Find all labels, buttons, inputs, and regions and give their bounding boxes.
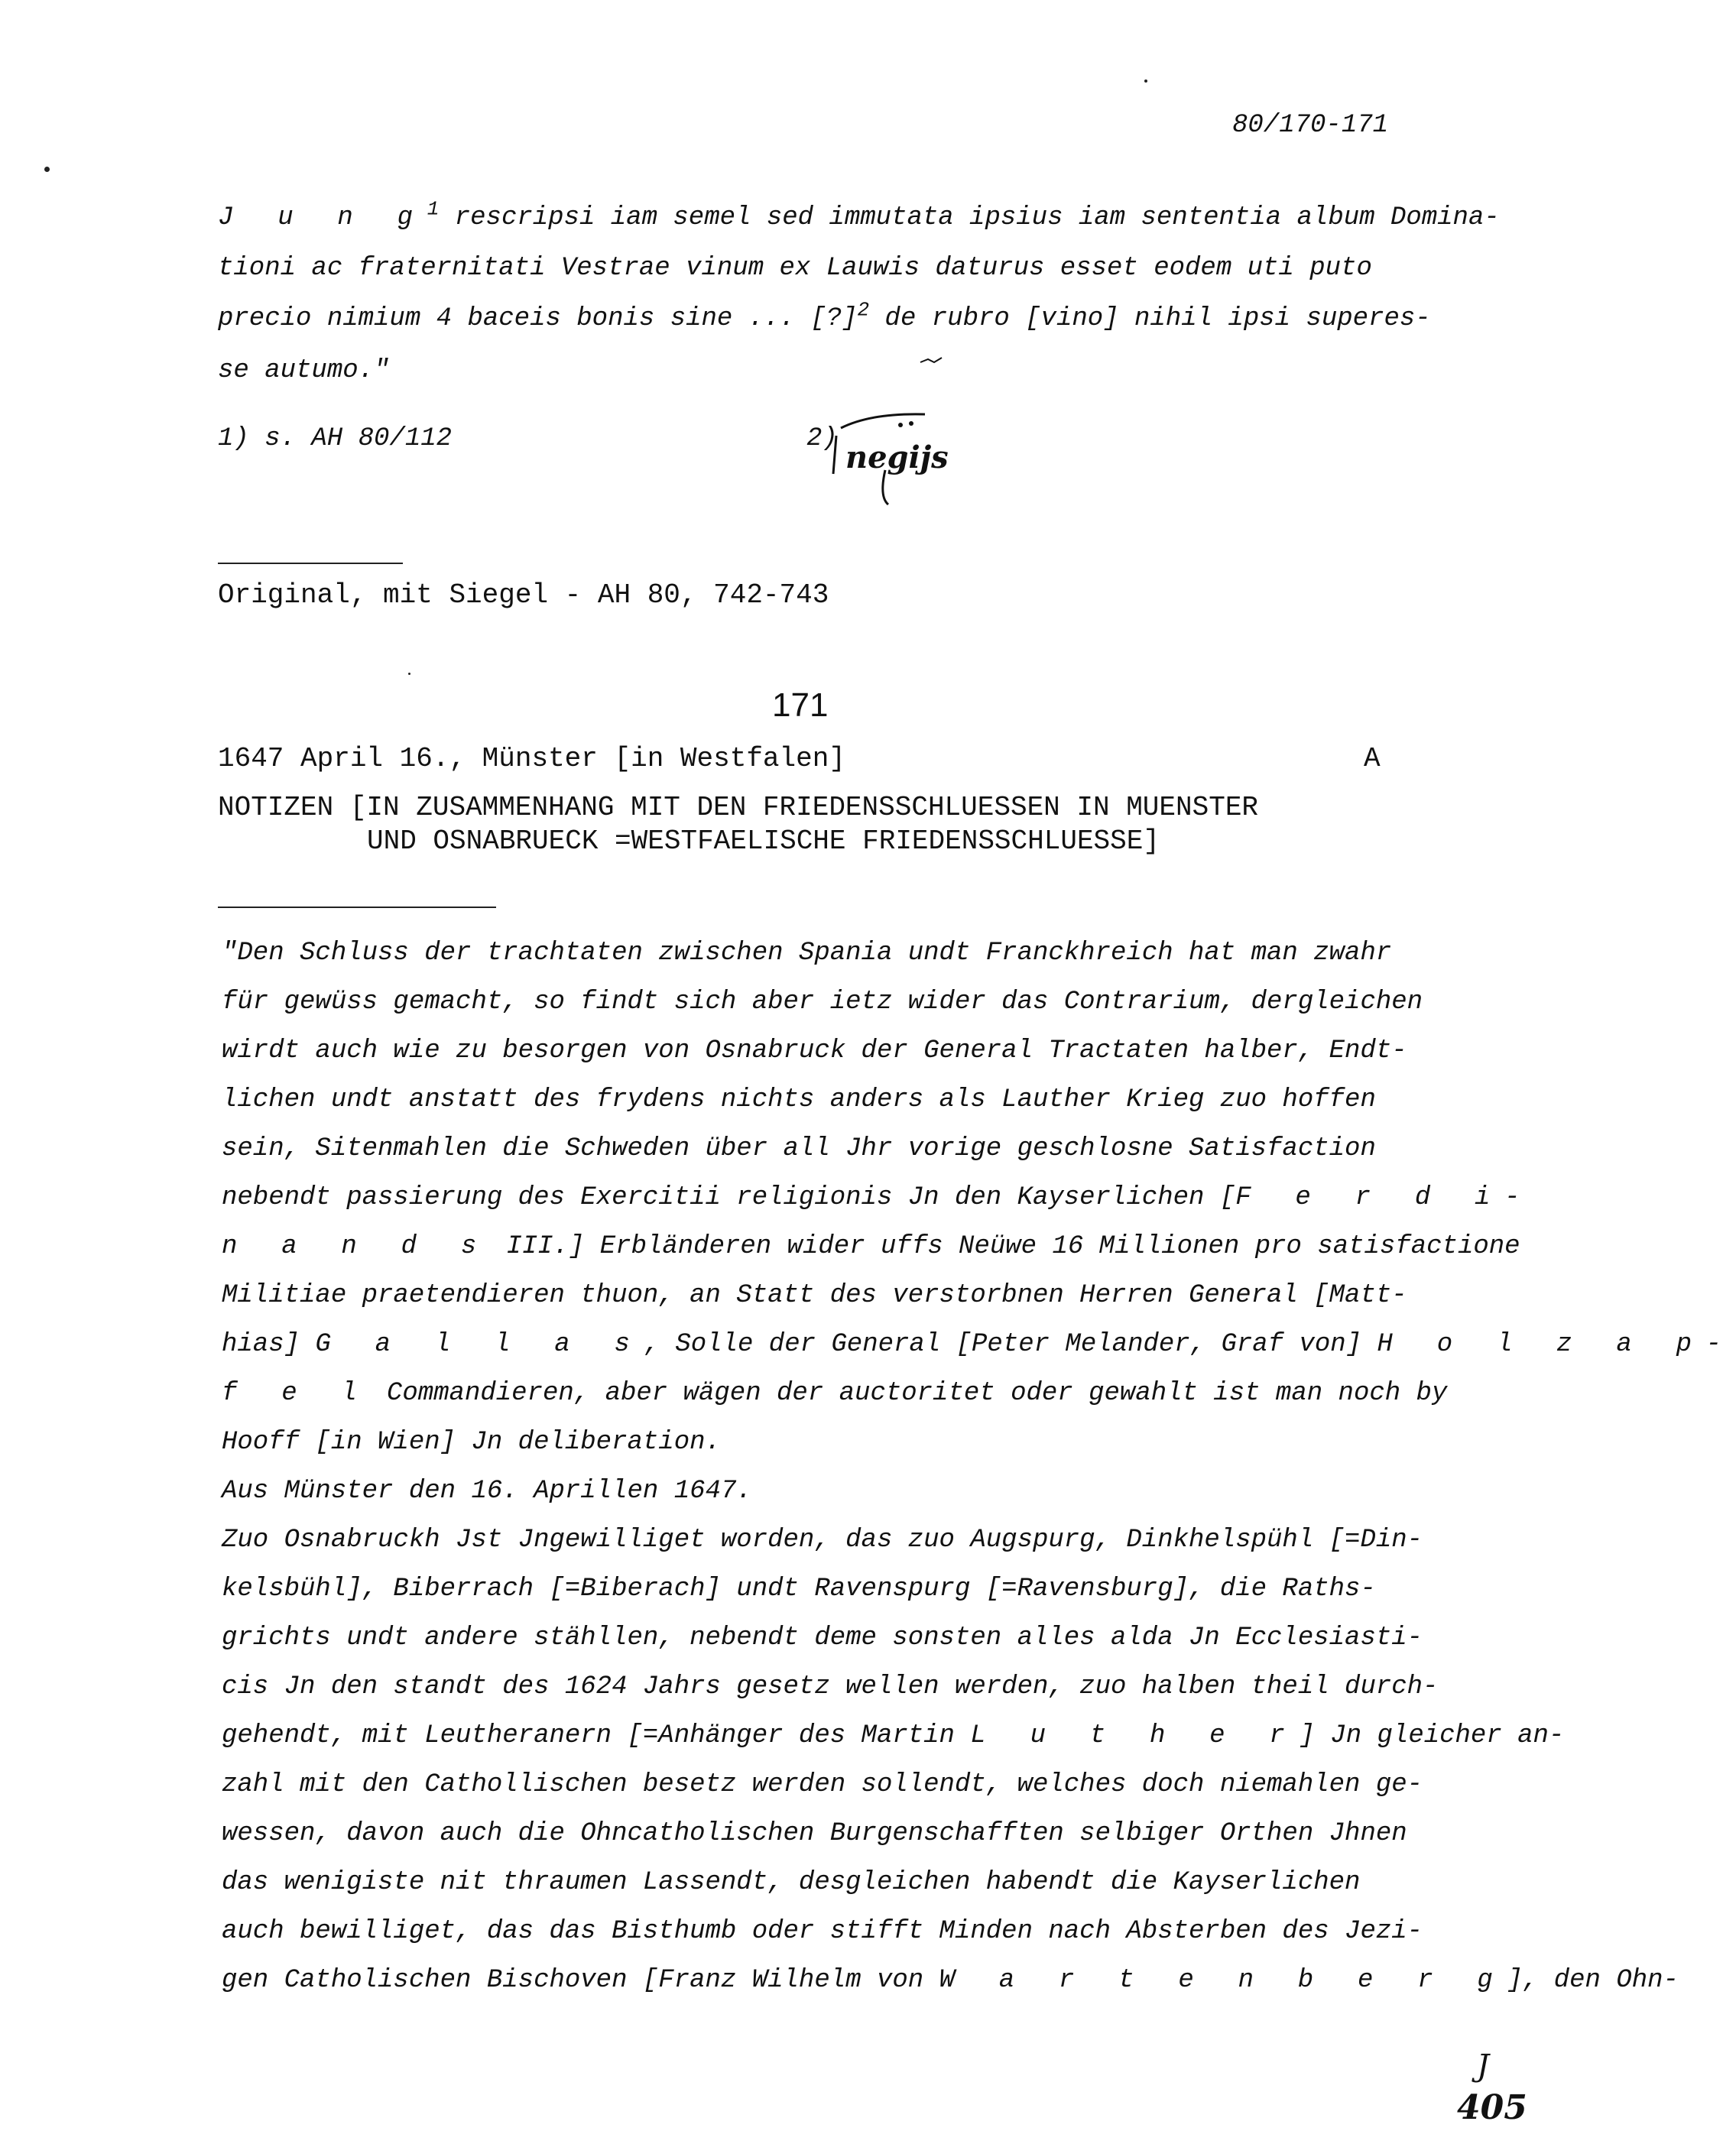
scan-speck xyxy=(1144,79,1147,83)
body-line: wessen, davon auch die Ohncatholischen Burgenschafften selbiger Orthen Jhnen xyxy=(222,1819,1407,1848)
body-text: III.] Erbländeren wider uffs Neüwe 16 Millionen pro satisfactione xyxy=(490,1232,1520,1261)
body-line: für gewüss gemacht, so findt sich aber ietz wider das Contrarium, dergleichen xyxy=(222,988,1423,1017)
document-marker: A xyxy=(1364,743,1381,774)
body-text: , Solle der General [Peter Melander, Graf von] xyxy=(644,1330,1377,1359)
person-name: n a n d s xyxy=(222,1232,491,1261)
body-line: grichts undt andere stähllen, nebendt deme sonsten alles alda Jn Ecclesiasti- xyxy=(222,1623,1423,1653)
body-line xyxy=(222,1379,1447,1408)
source-line: Original, mit Siegel - AH 80, 742-743 xyxy=(218,579,829,611)
prev-text: rescripsi iam semel sed immutata ipsius iam sententia album Domina- xyxy=(439,203,1500,232)
body-text: ] Jn gleicher an- xyxy=(1299,1721,1565,1750)
footnote-ref: 2 xyxy=(857,298,870,322)
corner-mark: J xyxy=(1477,2048,1490,2084)
scan-speck xyxy=(408,673,410,675)
person-name: H o l z a p- xyxy=(1377,1330,1736,1359)
folio-number: 405 xyxy=(1457,2088,1527,2127)
footnote-2-label: 2) xyxy=(806,424,838,453)
prev-text-line xyxy=(218,298,1431,333)
scan-speck xyxy=(44,167,50,172)
document-title-line1: NOTIZEN [IN ZUSAMMENHANG MIT DEN FRIEDENSSCHLUESSEN IN MUENSTER xyxy=(218,792,1259,823)
person-name: F e r d i- xyxy=(1235,1183,1535,1212)
body-line: sein, Sitenmahlen die Schweden über all Jhr vorige geschlosne Satisfaction xyxy=(222,1134,1376,1163)
person-name: J u n g xyxy=(218,203,427,232)
prev-text-line xyxy=(218,197,1500,232)
handwritten-mark xyxy=(917,353,948,368)
body-line: lichen undt anstatt des frydens nichts anders als Lauther Krieg zuo hoffen xyxy=(222,1085,1376,1114)
footnote-ref: 1 xyxy=(427,197,440,221)
body-text: gehendt, mit Leutheranern [=Anhänger des Martin xyxy=(222,1721,971,1750)
body-text: nebendt passierung des Exercitii religionis Jn den Kayserlichen [ xyxy=(222,1183,1236,1212)
body-line: Militiae praetendieren thuon, an Statt des verstorbnen Herren General [Matt- xyxy=(222,1281,1407,1310)
body-line xyxy=(222,1330,1736,1359)
person-name: G a l l a s xyxy=(315,1330,644,1359)
prev-text-line: se autumo." xyxy=(218,356,390,385)
body-line: zahl mit den Cathollischen besetz werden sollendt, welches doch niemahlen ge- xyxy=(222,1770,1423,1799)
prev-text-line: tioni ac fraternitati Vestrae vinum ex Lauwis daturus esset eodem uti puto xyxy=(218,254,1372,283)
prev-text: precio nimium 4 baceis bonis sine ... [?] xyxy=(218,304,858,333)
document-number: 171 xyxy=(772,686,829,724)
body-line: auch bewilliget, das das Bisthumb oder stifft Minden nach Absterben des Jezi- xyxy=(222,1917,1423,1946)
body-text: Commandieren, aber wägen der auctoritet oder gewahlt ist man noch by xyxy=(371,1379,1448,1408)
body-line xyxy=(222,1721,1564,1750)
body-line: cis Jn den standt des 1624 Jahrs gesetz wellen werden, zuo halben theil durch- xyxy=(222,1672,1439,1701)
body-line xyxy=(222,1232,1520,1261)
body-line: das wenigiste nit thraumen Lassendt, desgleichen habendt die Kayserlichen xyxy=(222,1868,1361,1897)
body-line: Hooff [in Wien] Jn deliberation. xyxy=(222,1428,721,1457)
person-name: L u t h e r xyxy=(970,1721,1300,1750)
separator-rule xyxy=(218,563,403,564)
body-line xyxy=(222,1183,1534,1212)
body-line: Zuo Osnabruckh Jst Jngewilliget worden, das zuo Augspurg, Dinkhelspühl [=Din- xyxy=(222,1526,1423,1555)
svg-text:negijs: negijs xyxy=(845,440,949,475)
prev-text: de rubro [vino] nihil ipsi superes- xyxy=(869,304,1431,333)
body-line: kelsbühl], Biberrach [=Biberach] undt Ravenspurg [=Ravensburg], die Raths- xyxy=(222,1575,1376,1604)
body-line: Aus Münster den 16. Aprillen 1647. xyxy=(222,1477,752,1506)
body-line: "Den Schluss der trachtaten zwischen Spania undt Franckhreich hat man zwahr xyxy=(222,939,1392,968)
document-title-line2: UND OSNABRUECK =WESTFAELISCHE FRIEDENSSCHLUESSE] xyxy=(367,825,1160,857)
body-text: gen Catholischen Bischoven [Franz Wilhelm von xyxy=(222,1966,939,1995)
page-reference: 80/170-171 xyxy=(1232,111,1389,140)
body-text: hias] xyxy=(222,1330,316,1359)
person-name: f e l xyxy=(222,1379,372,1408)
body-line: wirdt auch wie zu besorgen von Osnabruck der General Tractaten halber, Endt- xyxy=(222,1036,1407,1066)
body-line xyxy=(222,1966,1679,1995)
handwritten-word-image xyxy=(826,397,963,512)
body-text: ], den Ohn- xyxy=(1507,1966,1679,1995)
footnote-1: 1) s. AH 80/112 xyxy=(218,424,453,453)
person-name: W a r t e n b e r g xyxy=(939,1966,1507,1995)
separator-rule xyxy=(218,907,496,908)
date-place: 1647 April 16., Münster [in Westfalen] xyxy=(218,743,845,774)
